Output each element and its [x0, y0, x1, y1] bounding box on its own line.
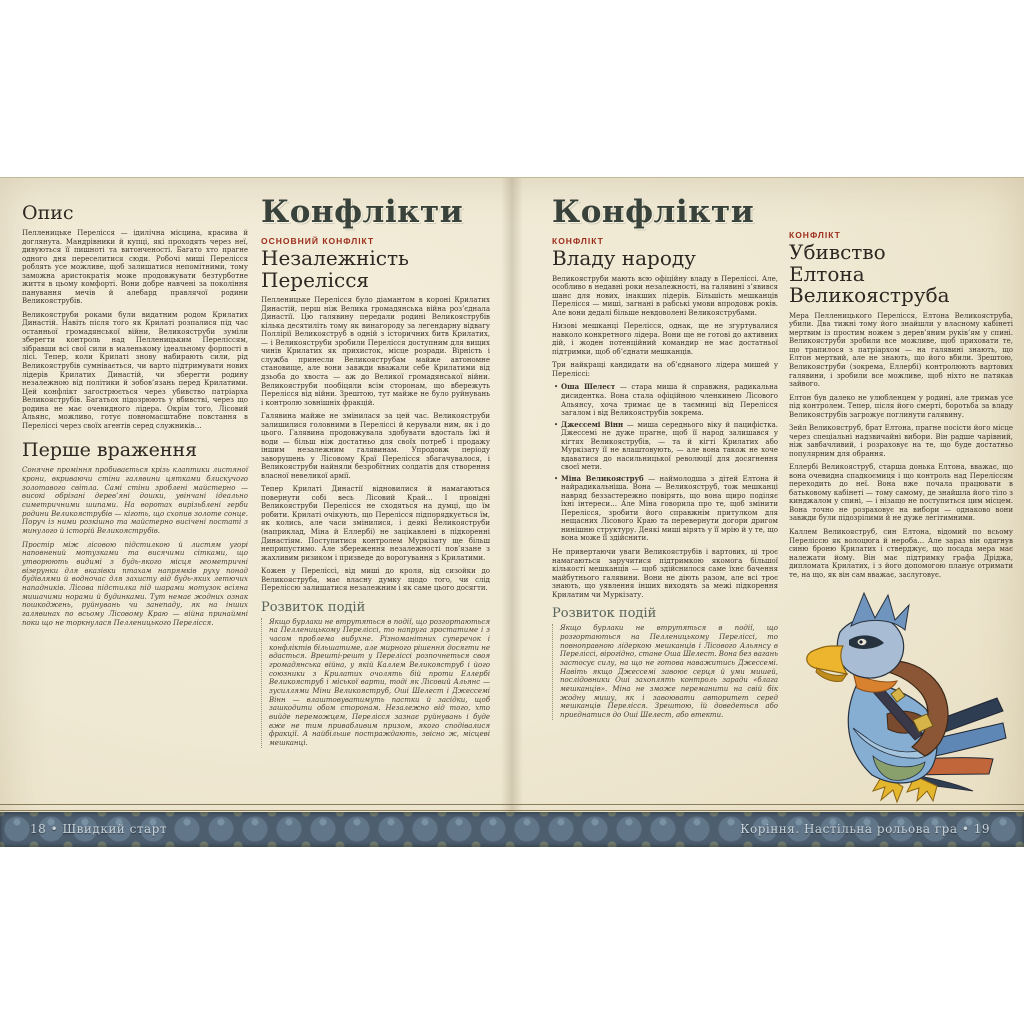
description-paragraph-1: Пелленицьке Перелісся — ідилічна місцина, красива й доглянута. Мандрівники й купці, які проходять через неї, дивуються її пишноті та витонченості. Багато хто прагне одного дня переселитися сюди. Робочі миші Перелісся роблять усе можливе, щоб залишатися непомітними, тому заможна аристократія може продовжувати безтурботне життя в цьому комфорті. Вони добре навчені за покоління панування мечів й алебард правлячої родини Великояструбів. — [22, 229, 248, 306]
independence-paragraph-3: Тепер Крилаті Династії відновилися й намагаються повернути собі весь Лісовий Край… І провідні Великояструби Перелісся не сходяться на думці, що їм робити. Крилаті очікують, що Перелісся підпорядкується їм, як колись, але часи змінилися, і деякі Великояструби (наприклад, Міна й Еллербі) не зацікавлені в підкоренні Династіям. Поступитися контролем Муркізату ще більш неприпустимо. Але збереження незалежності пов’язане з жахливим ризиком і призведе до ворогування з Крилатими. — [261, 485, 490, 562]
page-footer-right: Коріння. Настільна рольова гра • 19 — [740, 822, 990, 836]
conflicts-chapter-heading: Конфлікти — [261, 194, 464, 230]
description-paragraph-2: Великояструби роками були видатним родом Крилатих Династій. Навіть після того як Крилаті розпалися під час останньої громадянської війни, Великояструби зуміли зберегти контроль над Пелленицьким Переліссям, зібравши всі свої сили в маленькому ідеальному форпості в лісі. Тепер, коли Крилаті знову набирають сили, рід Великояструбів сумнівається, чи варто підтримувати нових лідерів Крилатих Династій, чи зберегти родину незалежною від політики й зобов’язань перед Крилатими. Цей конфлікт загострюється через убивство патріарха Великояструбів. Багатьох підозрюють у вбивстві, через що родина не має очевидного лідера. Окрім того, Лісовий Альянс, можливо, готує повномасштабне повстання в Переліссі через своїх агентів серед служників… — [22, 310, 248, 430]
footer-band — [0, 812, 1024, 847]
candidate-list — [552, 383, 778, 543]
murder-paragraph-2: Елтон був далеко не улюбленцем у родині, але тримав усе під контролем. Тепер, після його смерті, боротьба за владу Великояструбів загрожує поглинути галявину. — [789, 393, 1013, 419]
independence-conflict-title: Незалежність Перелісся — [261, 246, 409, 292]
conflict-label-power: КОНФЛІКТ — [552, 236, 604, 246]
murder-paragraph-3: Зейл Великояструб, брат Елтона, прагне посісти його місце через спеціальні надзвичайні вибори. Він радше чарівний, ніж завбачливий, і розраховує на те, що буде достатньо популярним для обрання. — [789, 424, 1013, 458]
footer-rule — [0, 804, 1024, 811]
development-text-right: Якщо бурлаки не втрутяться в події, що розгортаються на Пелленицькому Переліссі, то повноправною лідеркою мешканців і Лісового Альянсу в Переліссі, вірогідно, стане Оша Шелест. Вона без вагань застосує силу, на що не готова наважитись Джессемі. Навіть якщо Джессемі завоює серця й уми мишей, послідовники Оші захоплять контроль заради «блага мешканців». Міна не зможе переманити на свій бік жодну мишу, як і завоювати авторитет серед мешканців Перелісся. Зрештою, їй доведеться або приєднатися до Оші Шелест, або втекти. — [560, 624, 779, 719]
first-impression-heading: Перше враження — [22, 439, 198, 462]
development-block-right — [552, 624, 778, 719]
development-heading-left: Розвиток подій — [261, 599, 366, 615]
power-paragraph-1: Великояструби мають всю офіційну владу в Переліссі. Але, особливо в недавні роки незалежності, на галявині з’явився шанс для нових, інакших лідерів. Більшість мешканців Перелісся — миші, загнані в рабські умови впродовж років. Але вони дедалі більше невдоволені Великояструбами. — [552, 274, 778, 317]
jay-character-illustration — [795, 588, 1009, 808]
first-impression-paragraph-2: Простір між лісовою підстилкою й листям угорі наповнений мотузками та висячими сітками, що утворюють видимі з будь-якого місця геометричні візерунки для вказівки птахам напрямків руху понад будівлями й водночас для захисту від будь-яких летючих нападників. Лісова підстилка під шарами мотузок всіяна мишачими норами й будинками. Тут немає жодних ознак пошкоджень, руйнувань чи занепаду, як на інших галявинах по всьому Лісовому Краю — війна принаймні поки що не торкнулася Пелленицького Перелісся. — [22, 540, 248, 627]
power-conflict-title: Владу народу — [552, 246, 696, 270]
candidate-mina — [561, 475, 778, 543]
main-conflict-label: ОСНОВНИЙ КОНФЛІКТ — [261, 236, 375, 246]
candidate-jessemi-name: Джессемі Вінн — [561, 419, 624, 429]
candidate-jessemi — [561, 421, 778, 472]
candidate-mina-name: Міна Великояструб — [561, 473, 644, 483]
power-paragraph-3: Не привертаючи уваги Великояструбів і вартових, ці троє намагаються заручитися підтримкою якомога більшої кількості мешканців — щоб здійснилося саме їхнє бачення майбутнього галявини. Вони не діють разом, але всі троє знають, що уявлення інших виходять за межі підкорення Крилатим чи Муркізату. — [552, 548, 778, 599]
murder-paragraph-4: Еллербі Великояструб, старша донька Елтона, вважає, що вона очевидна спадкоємиця і що контроль над Переліссям переходить до неї. Вона вже почала працювати в батьковому кабінеті — тому самому, де знайшла його тіло з кинджалом у спині, — і нізащо не поступиться цим місцем. Вона точно не розраховує на вибори — однаково вони завжди були підозрілими й не дуже легітимними. — [789, 463, 1013, 523]
candidate-osha-text: — стара миша й справжня, радикальна дисидентка. Вона стала офіційною членкинею Лісового Альянсу, хоча тримає це в таємниці від Перелісся загалом і від Великояструбів зокрема. — [561, 383, 778, 418]
murder-paragraph-1: Мера Пелленицького Перелісся, Елтона Великояструба, убили. Два тижні тому його знайшли у власному кабінеті мертвим із простим ножем з дерев’яним руків’ям у спині. Великояструби зробили все можливе, щоб приховати те, що трапилося з патріархом — на галявині знають, що Елтон мертвий, але не знають, що його вбили. Зрештою, Великояструби (зокрема, Еллербі) контролюють вартових галявини, і зробили все можливе, щоб ніхто не патякав зайвого. — [789, 311, 1013, 389]
right-page-column-2 — [789, 226, 1013, 584]
development-heading-right: Розвиток подій — [552, 606, 657, 622]
page-seam — [501, 178, 523, 812]
book-spread — [0, 177, 1024, 847]
murder-conflict-title — [789, 242, 1013, 307]
development-block-left — [261, 618, 490, 748]
first-impression-paragraph-1: Сонячне проміння пробивається крізь клаптики листяної крони, вкриваючи стіни галявини цятками блискучого золотавого світла. Самі стіни зроблені майстерно — високі обрізані дерев’яні дошки, увінчані ідеально симетричними шипами. На воротах вирізьблені герби родини Великояструбів — кіготь, що схопив золоте сонце. Поруч із ними розкішно та майстерно висічені постаті з минулого й історій Великояструбів. — [22, 466, 248, 535]
candidate-osha-name: Оша Шелест — [561, 382, 616, 392]
page-footer-left: 18 • Швидкий старт — [30, 822, 167, 836]
candidate-osha — [561, 383, 778, 417]
left-page-column-1 — [22, 202, 248, 632]
development-text-left: Якщо бурлаки не втрутяться в події, що розгортаються на Пелленицькому Переліссі, то напруга зростатиме і з часом проблема вибухне. Різноманітних суперечок і конфліктів більшатиме, але мирного рішення досягти не вдасться. Врешті-решт у Переліссі розпочнеться своя громадянська війна, у якій Каллем Великояструб і його союзники з Крилатих очолять бій проти Еллербі Великояструб і міської варти, тоді як Лісовий Альянс — зусиллями Міни Великояструб, Оші Шелест і Джессемі Вінн — влаштовуватимуть пастки й засідки, щоб зашкодити обом сторонам. Незалежно від того, хто вийде переможцем, Перелісся зазнає руйнувань і буде вже не тим привабливим призом, якого сподівалися фракції. А найбільше постраждають, звісно ж, місцеві мешканці. — [269, 617, 490, 748]
murder-paragraph-5: Каллем Великояструб, син Елтона, відомий по всьому Переліссю як волоцюга й нероба… Але зараз він одягнув синю броню Крилатих і стверджує, що посада мера має належати йому. Він має підтримку графа Дріджа, дипломата Крилатих, і з його допомогою планує отримати те, на що, як він сам вважає, заслуговує. — [789, 528, 1013, 579]
independence-paragraph-1: Пелленицьке Перелісся було діамантом в короні Крилатих Династій, перш ніж Велика громадянська війна роз’єднала Династії. Цю галявину передали родині Великояструбів кілька десятиліть тому як винагороду за легендарну відвагу Поллірії Великояструб в одній з історичних битв Крилатих, — і Великояструби зробили Перелісся доступним для вищих чинів Крилатих як прихисток, місце розради. Вірність і служба принесли Великояструбам майже автономне становище, але вони завжди вважали себе Крилатими від дзьоба до хвоста — аж до Великої громадянської війни. Великояструби пообіцяли всім сторонам, що вбережуть Перелісся від війни. Зрештою, тут майже не було руйнувань і контролю зовнішніх фракцій. — [261, 296, 490, 407]
conflict-label-murder: КОНФЛІКТ — [789, 230, 841, 240]
conflicts-chapter-heading-right: Конфлікти — [552, 194, 755, 230]
murder-title-line1: Убивство — [789, 240, 886, 264]
right-page-column-1 — [552, 194, 778, 720]
independence-paragraph-2: Галявина майже не змінилася за цей час. Великояструби залишилися головними в Переліссі й керували ним, як і до цього. Галявина продовжувала здобувати вдосталь їжі й води — більш ніж достатньо для своїх потреб і продажу іншим незалежним галявинам. Упродовж періоду заворушень у Лісовому Краї Перелісся збагачувалося, і Великояструби найняли безробітних солдатів для створення власної невеликої армії. — [261, 412, 490, 480]
power-candidates-intro: Три найкращі кандидати на об’єднаного лідера мишей у Переліссі: — [552, 361, 778, 378]
candidate-jessemi-text: — миша середнього віку й пацифістка. Джессемі не дуже прагне, щоб її народ залишався у кігтях Великояструбів, — та й кігті Крилатих або Муркізату її не влаштовують, — але вона також не хоче вдаватися до насильницької революції для досягнення своєї мети. — [561, 420, 779, 472]
description-heading: Опис — [22, 202, 74, 224]
power-paragraph-2: Низові мешканці Перелісся, однак, ще не згуртувалися навколо конкретного лідера. Вони ще не готові до активних дій, і жоден потенційний командир не має достатньої підтримки, щоб об’єднати мешканців. — [552, 322, 778, 356]
murder-title-line2: Елтона Великояструба — [789, 261, 950, 308]
independence-paragraph-4: Кожен у Переліссі, від миші до кроля, від сизойки до Великояструба, має власну думку щодо того, чи слід Переліссю залишатися незалежним і як саме цього досягти. — [261, 567, 490, 593]
candidate-mina-text: — наймолодша з дітей Елтона й найрадикальніша. Вона — Великояструб, тож мешканці навряд беззастережно повірять, що вона щиро поділяє їхні інтереси… Але Міна говорила про те, щоб змінити Перелісся, зробити його справжнім притулком для нещасних Лісового Краю та перевернути догори дригом нинішню структуру. Деякі миші вірять у її мрію й у те, що вона може її здійснити. — [561, 474, 778, 543]
left-page-column-2 — [261, 194, 490, 748]
